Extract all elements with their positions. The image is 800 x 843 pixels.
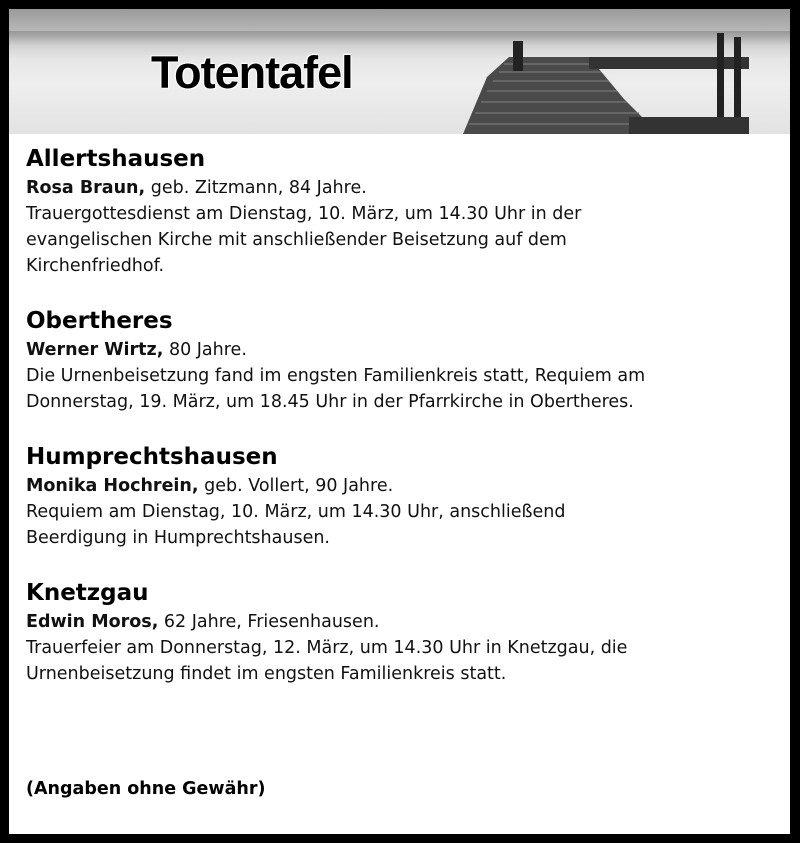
- entry-place: Humprechtshausen: [26, 444, 278, 470]
- entry-place: Obertheres: [26, 308, 173, 334]
- entry-details: 62 Jahre, Friesenhausen.: [158, 612, 380, 632]
- entry-name: Werner Wirtz,: [26, 340, 164, 360]
- pier-image: [449, 9, 790, 134]
- entry-details: geb. Vollert, 90 Jahre.: [198, 476, 394, 496]
- entry-text: Die Urnenbeisetzung fand im engsten Familienkreis statt, Requiem am: [26, 366, 646, 386]
- entry-text: Donnerstag, 19. März, um 18.45 Uhr in der Pfarrkirche in Obertheres.: [26, 392, 634, 412]
- entry-text: evangelischen Kirche mit anschließender Beisetzung auf dem: [26, 230, 567, 250]
- entry-name: Edwin Moros,: [26, 612, 159, 632]
- entry-text: Requiem am Dienstag, 10. März, um 14.30 Uhr, anschließend: [26, 502, 566, 522]
- entry-text: Urnenbeisetzung findet im engsten Familienkreis statt.: [26, 664, 507, 684]
- entries-list: [26, 143, 776, 713]
- entry-text: Beerdigung in Humprechtshausen.: [26, 528, 330, 548]
- entry: [26, 305, 776, 415]
- entry-text: Trauerfeier am Donnerstag, 12. März, um 14.30 Uhr in Knetzgau, die: [26, 638, 628, 658]
- entry: [26, 143, 776, 279]
- entry-details: 80 Jahre.: [163, 340, 247, 360]
- entry-details: geb. Zitzmann, 84 Jahre.: [145, 178, 367, 198]
- entry-place: Allertshausen: [26, 146, 206, 172]
- entry-place: Knetzgau: [26, 580, 149, 606]
- page-title: Totentafel: [151, 47, 353, 98]
- header-banner: [9, 9, 790, 134]
- obituary-notice: [9, 9, 790, 834]
- entry-text: Kirchenfriedhof.: [26, 256, 165, 276]
- entry-name: Monika Hochrein,: [26, 476, 199, 496]
- entry-text: Trauergottesdienst am Dienstag, 10. März, um 14.30 Uhr in der: [26, 204, 582, 224]
- entry: [26, 577, 776, 687]
- entry: [26, 441, 776, 551]
- entry-name: Rosa Braun,: [26, 178, 146, 198]
- disclaimer: (Angaben ohne Gewähr): [26, 779, 266, 799]
